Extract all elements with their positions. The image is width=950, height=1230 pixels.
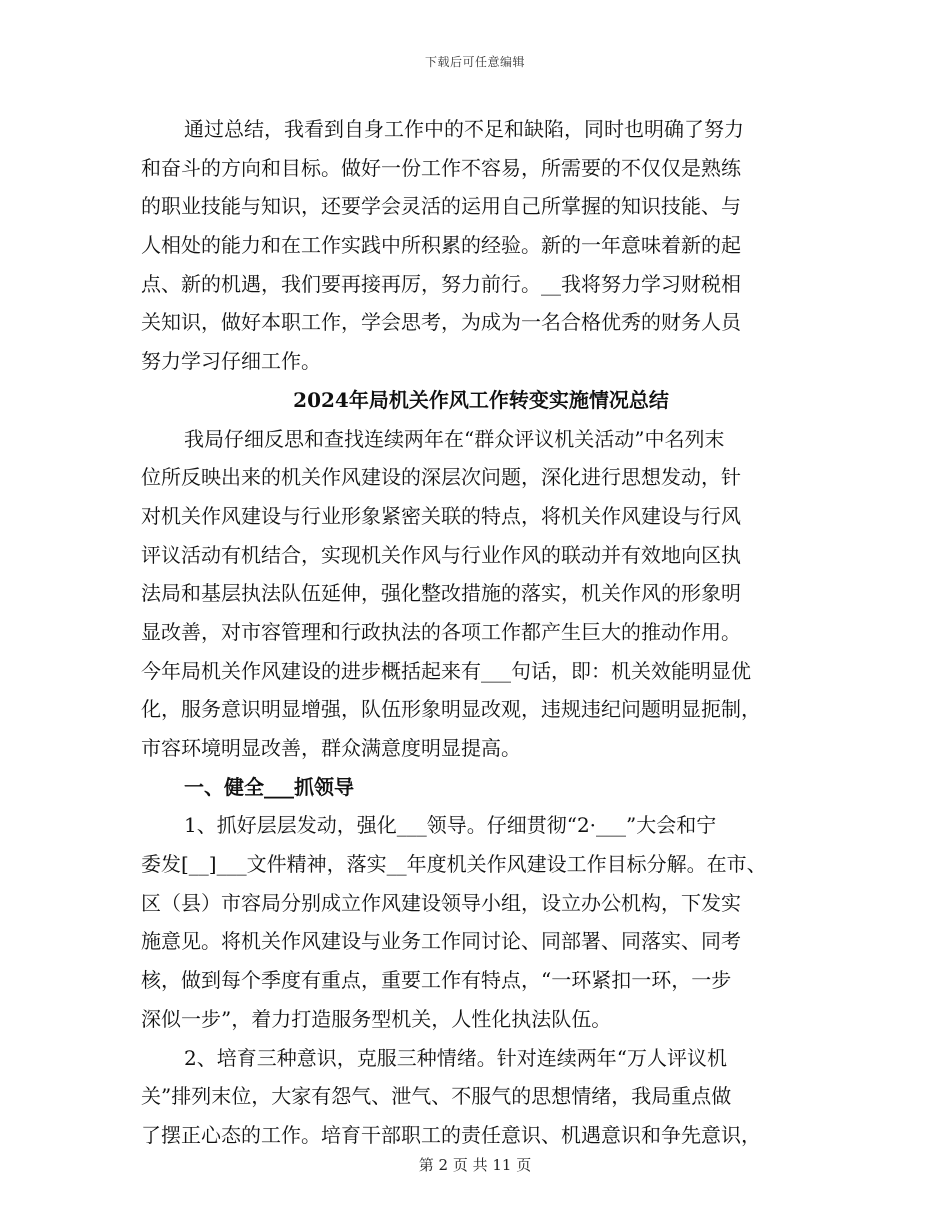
body-line: 核，做到每个季度有重点，重要工作有特点，“一环紧扣一环，一步 — [141, 968, 732, 993]
body-line: 化，服务意识明显增强，队伍形象明显改观，违规违纪问题明显扼制， — [141, 697, 761, 722]
body-line: 通过总结，我看到自身工作中的不足和缺陷，同时也明确了努力 — [184, 117, 744, 141]
body-line: 委发[__]___文件精神，落实__年度机关作风建设工作目标分解。在市、 — [141, 852, 767, 877]
body-line: 2、培育三种意识，克服三种情绪。针对连续两年“万人评议机 — [184, 1045, 727, 1070]
body-line: 今年局机关作风建设的进步概括起来有___句话，即：机关效能明显优 — [141, 658, 751, 683]
page-header-note: 下载后可任意编辑 — [424, 55, 525, 69]
body-line: 关知识，做好本职工作，学会思考，为成为一名合格优秀的财务人员 — [141, 310, 741, 335]
body-line: 对机关作风建设与行业形象紧密关联的特点，将机关作风建设与行风 — [141, 503, 741, 528]
body-line: 的职业技能与知识，还要学会灵活的运用自己所掌握的知识技能、与 — [141, 194, 741, 219]
page-number: 第 2 页 共 11 页 — [418, 1156, 532, 1174]
body-line: 评议活动有机结合，实现机关作风与行业作风的联动并有效地向区执 — [141, 542, 741, 567]
body-line: 深似一步”，着力打造服务型机关，人性化执法队伍。 — [141, 1006, 612, 1031]
body-line: 了摆正心态的工作。培育干部职工的责任意识、机遇意识和争先意识， — [141, 1122, 761, 1147]
body-line: 1、抓好层层发动，强化___领导。仔细贯彻“2·___”大会和宁 — [184, 813, 717, 838]
body-line: 显改善，对市容管理和行政执法的各项工作都产生巨大的推动作用。 — [141, 619, 741, 644]
body-line: 和奋斗的方向和目标。做好一份工作不容易，所需要的不仅仅是熟练 — [141, 155, 741, 180]
body-line: 位所反映出来的机关作风建设的深层次问题，深化进行思想发动，针 — [141, 465, 741, 490]
body-line: 法局和基层执法队伍延伸，强化整改措施的落实，机关作风的形象明 — [141, 581, 741, 606]
body-line: 市容环境明显改善，群众满意度明显提高。 — [141, 736, 521, 760]
body-line: 施意见。将机关作风建设与业务工作同讨论、同部署、同落实、同考 — [141, 929, 741, 954]
document-title: 2024年局机关作风工作转变实施情况总结 — [293, 387, 669, 412]
document-body — [141, 110, 821, 1155]
body-line: 我局仔细反思和查找连续两年在“群众评议机关活动”中名列末 — [184, 426, 725, 451]
body-line: 人相处的能力和在工作实践中所积累的经验。新的一年意味着新的起 — [141, 233, 741, 258]
body-line: 努力学习仔细工作。 — [141, 349, 321, 374]
section-heading: 一、健全___抓领导 — [184, 774, 354, 799]
body-line: 关”排列末位，大家有怨气、泄气、不服气的思想情绪，我局重点做 — [141, 1084, 732, 1109]
body-line: 点、新的机遇，我们要再接再厉，努力前行。__我将努力学习财税相 — [141, 271, 741, 296]
body-line: 区（县）市容局分别成立作风建设领导小组，设立办公机构，下发实 — [141, 890, 741, 915]
